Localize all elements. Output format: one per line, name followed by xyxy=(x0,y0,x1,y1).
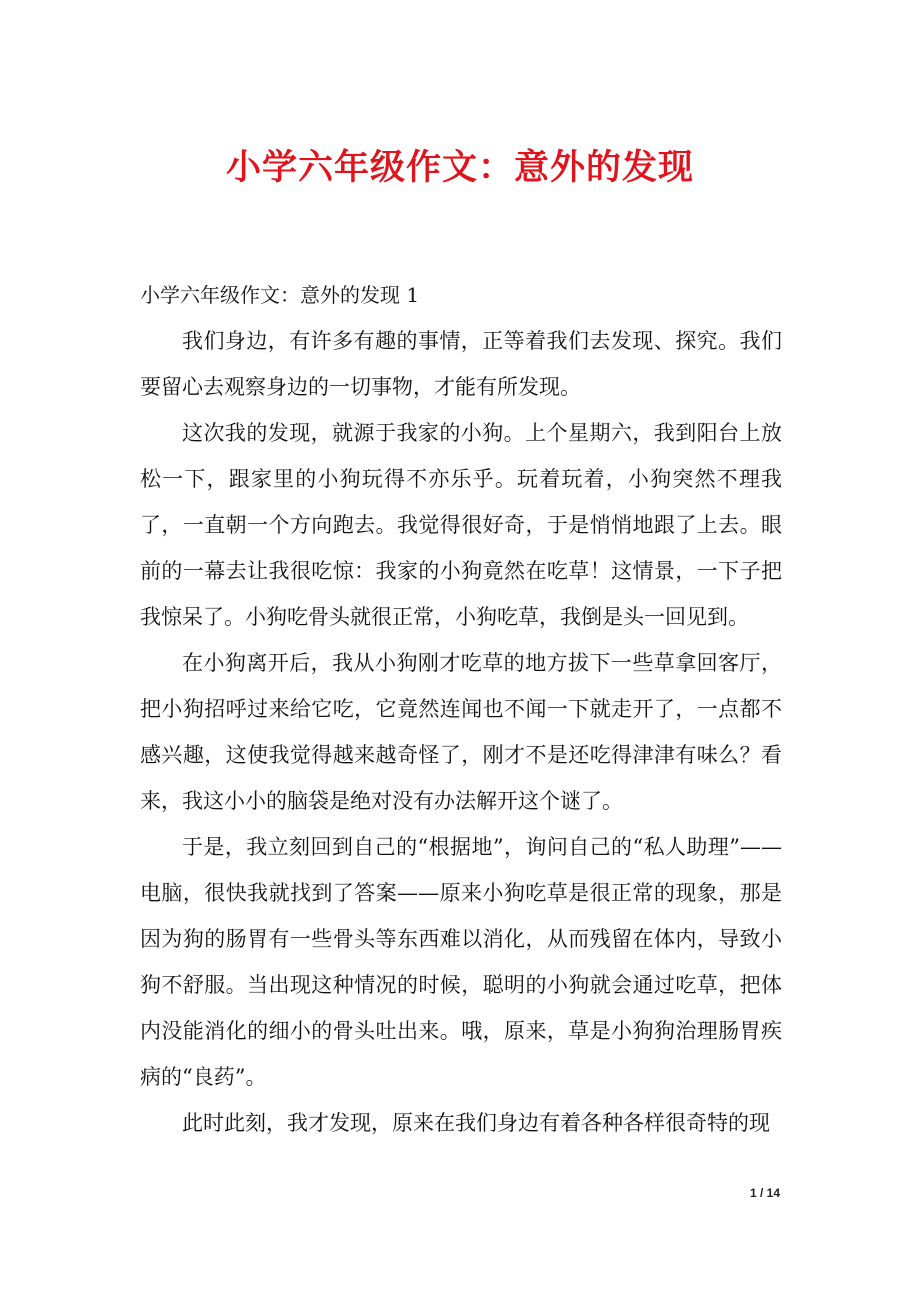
paragraph-5: 此时此刻，我才发现，原来在我们身边有着各种各样很奇特的现 xyxy=(182,1111,770,1135)
paragraph-2: 这次我的发现，就源于我家的小狗。上个星期六，我到阳台上放松一下，跟家里的小狗玩得不亦乐乎。玩着玩着，小狗突然不理我了，一直朝一个方向跑去。我觉得很好奇，于是悄悄地跟了上去。眼前的一幕去让我很吃惊：我家的小狗竟然在吃草！这情景，一下子把我惊呆了。小狗吃骨头就很正常，小狗吃草，我倒是头一回见到。 xyxy=(140,421,782,629)
page-number: 1 / 14 xyxy=(749,1186,780,1200)
document-title: 小学六年级作文：意外的发现 xyxy=(225,147,694,188)
paragraph-3: 在小狗离开后，我从小狗刚才吃草的地方拔下一些草拿回客厅，把小狗招呼过来给它吃，它竟然连闻也不闻一下就走开了，一点都不感兴趣，这使我觉得越来越奇怪了，刚才不是还吃得津津有味么？看来，我这小小的脑袋是绝对没有办法解开这个谜了。 xyxy=(140,651,782,813)
paragraph-1: 我们身边，有许多有趣的事情，正等着我们去发现、探究。我们要留心去观察身边的一切事物，才能有所发现。 xyxy=(140,329,782,399)
paragraph-4: 于是，我立刻回到自己的“根据地”，询问自己的“私人助理”——电脑，很快我就找到了答案——原来小狗吃草是很正常的现象，那是因为狗的肠胃有一些骨头等东西难以消化，从而残留在体内，导致小狗不舒服。当出现这种情况的时候，聪明的小狗就会通过吃草，把体内没能消化的细小的骨头吐出来。哦，原来，草是小狗狗治理肠胃疾病的“良药”。 xyxy=(140,835,782,1089)
section-heading: 小学六年级作文：意外的发现 1 xyxy=(140,283,420,307)
document-body xyxy=(140,272,782,1146)
